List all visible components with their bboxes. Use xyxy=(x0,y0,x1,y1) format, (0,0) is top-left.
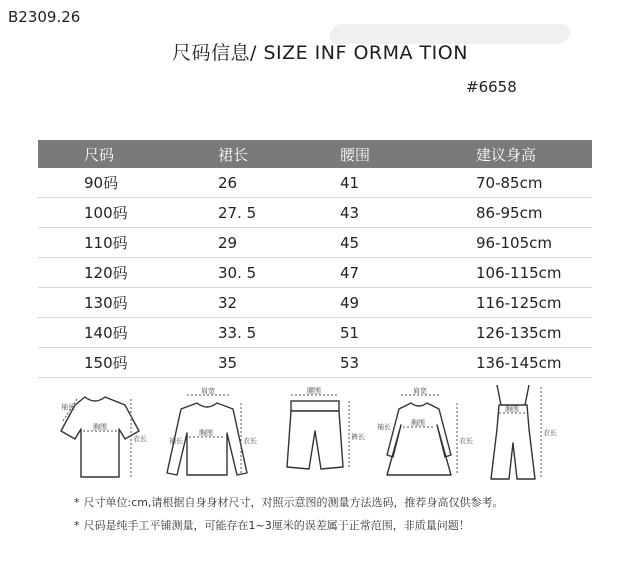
overalls-diagram xyxy=(475,383,567,483)
header-waist: 腰围 xyxy=(340,140,476,168)
cell-height: 136-145cm xyxy=(476,348,592,378)
cell-skirt-length: 33. 5 xyxy=(218,318,340,348)
tshirt-length-label: 衣长 xyxy=(133,435,147,443)
dress-sleeve-label: 袖长 xyxy=(377,423,391,431)
overalls-chest-label: 胸围 xyxy=(505,405,519,413)
table-row xyxy=(38,258,592,288)
page-title: 尺码信息/ SIZE INF ORMA TION xyxy=(172,42,468,64)
header-size: 尺码 xyxy=(38,140,218,168)
sweater-diagram xyxy=(163,383,255,483)
dress-shoulder-label: 肩宽 xyxy=(413,387,427,395)
cell-height: 96-105cm xyxy=(476,228,592,258)
cell-skirt-length: 30. 5 xyxy=(218,258,340,288)
cell-waist: 45 xyxy=(340,228,476,258)
sweater-length-label: 衣长 xyxy=(243,437,257,445)
cell-size: 90码 xyxy=(38,168,218,198)
sweater-shoulder-label: 肩宽 xyxy=(201,387,215,395)
header-height: 建议身高 xyxy=(476,140,592,168)
dress-length-label: 衣长 xyxy=(459,437,473,445)
cell-skirt-length: 29 xyxy=(218,228,340,258)
dress-chest-label: 胸围 xyxy=(411,419,425,427)
note-text: 尺码是纯手工平铺测量，可能存在1~3厘米的误差属于正常范围，非质量问题！ xyxy=(83,519,470,532)
tshirt-sleeve-label: 袖长 xyxy=(61,403,75,411)
cell-height: 86-95cm xyxy=(476,198,592,228)
cell-height: 106-115cm xyxy=(476,258,592,288)
cell-height: 70-85cm xyxy=(476,168,592,198)
header-skirt-length: 裙长 xyxy=(218,140,340,168)
table-row xyxy=(38,228,592,258)
cell-waist: 43 xyxy=(340,198,476,228)
size-table xyxy=(38,140,592,378)
cell-size: 110码 xyxy=(38,228,218,258)
table-row xyxy=(38,288,592,318)
pants-length-label: 裤长 xyxy=(351,433,365,441)
cell-waist: 49 xyxy=(340,288,476,318)
cell-waist: 41 xyxy=(340,168,476,198)
dress-diagram xyxy=(375,383,473,483)
cell-skirt-length: 26 xyxy=(218,168,340,198)
pants-diagram xyxy=(271,383,363,483)
product-code: B2309.26 xyxy=(8,8,81,26)
sweater-sleeve-label: 袖长 xyxy=(169,437,183,445)
model-number: #6658 xyxy=(466,78,517,96)
pants-waist-label: 腰围 xyxy=(307,387,321,395)
table-header-row xyxy=(38,140,592,168)
cell-height: 116-125cm xyxy=(476,288,592,318)
cell-size: 140码 xyxy=(38,318,218,348)
cell-waist: 53 xyxy=(340,348,476,378)
table-row xyxy=(38,168,592,198)
table-row xyxy=(38,198,592,228)
cell-height: 126-135cm xyxy=(476,318,592,348)
tshirt-diagram xyxy=(55,383,147,483)
measurement-diagrams xyxy=(55,383,595,483)
cell-waist: 47 xyxy=(340,258,476,288)
cell-size: 100码 xyxy=(38,198,218,228)
tshirt-chest-label: 胸围 xyxy=(93,423,107,431)
star-icon: * xyxy=(74,519,80,532)
star-icon: * xyxy=(74,496,80,509)
cell-skirt-length: 35 xyxy=(218,348,340,378)
cell-skirt-length: 32 xyxy=(218,288,340,318)
table-row xyxy=(38,348,592,378)
sweater-chest-label: 胸围 xyxy=(199,429,213,437)
note-text: 尺寸单位:cm,请根据自身身材尺寸，对照示意图的测量方法选码，推荐身高仅供参考。 xyxy=(83,496,504,509)
cell-skirt-length: 27. 5 xyxy=(218,198,340,228)
cell-size: 120码 xyxy=(38,258,218,288)
cell-size: 150码 xyxy=(38,348,218,378)
note-measurement-unit xyxy=(74,494,503,510)
cell-size: 130码 xyxy=(38,288,218,318)
overalls-length-label: 衣长 xyxy=(543,429,557,437)
cell-waist: 51 xyxy=(340,318,476,348)
table-row xyxy=(38,318,592,348)
note-measurement-error xyxy=(74,517,470,533)
